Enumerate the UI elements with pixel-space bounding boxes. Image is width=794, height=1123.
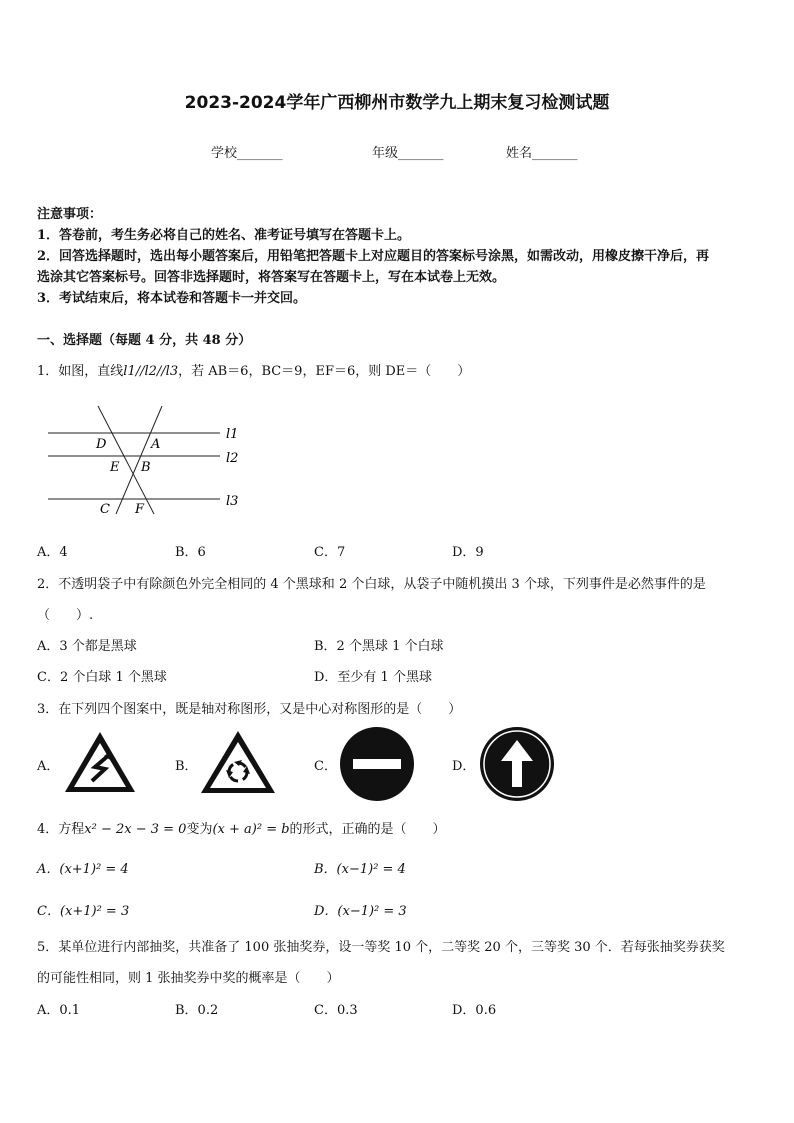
label-l1: l1	[226, 427, 239, 442]
zigzag-warning-sign-icon	[62, 729, 138, 795]
question-1-pre: 1．如图，直线	[37, 364, 124, 379]
q1-option-d: D．9	[452, 545, 484, 560]
question-3-stem: 3．在下列四个图案中，既是轴对称图形，又是中心对称图形的是（ ）	[37, 702, 462, 717]
question-5-line-2: 的可能性相同，则 1 张抽奖券中奖的概率是（ ）	[37, 971, 340, 986]
question-2-line-2: （ ）.	[37, 608, 94, 623]
q2-option-c: C．2 个白球 1 个黑球	[37, 670, 167, 685]
q1-option-c: C．7	[314, 545, 346, 560]
q1-option-b: B．6	[175, 545, 206, 560]
q4-option-c: C．(x+1)² = 3	[37, 904, 130, 919]
q4-option-a: A．(x+1)² = 4	[37, 862, 129, 877]
question-5-line-1: 5．某单位进行内部抽奖，共准备了 100 张抽奖券，设一等奖 10 个，二等奖 20 个，三等奖 30 个．若每张抽奖券获奖	[37, 940, 725, 955]
school-field: 学校_______	[211, 146, 283, 161]
q1-option-a: A．4	[37, 545, 68, 560]
q2-option-a: A．3 个都是黑球	[37, 639, 137, 654]
label-B: B	[141, 460, 151, 475]
q5-option-d: D．0.6	[452, 1003, 497, 1018]
name-field: 姓名_______	[506, 146, 578, 161]
question-4-mid: 变为	[186, 822, 213, 837]
straight-ahead-sign-icon	[478, 725, 556, 803]
question-1-post: ，若 AB＝6，BC＝9，EF＝6，则 DE＝（ ）	[178, 364, 471, 379]
q3-option-b-letter: B．	[175, 759, 198, 774]
question-1-stem	[37, 360, 470, 379]
q5-option-b: B．0.2	[175, 1003, 219, 1018]
q2-option-b: B．2 个黑球 1 个白球	[314, 639, 444, 654]
label-F: F	[135, 502, 145, 517]
q3-option-a-letter: A．	[37, 759, 60, 774]
label-l2: l2	[226, 451, 239, 466]
question-2-line-1: 2．不透明袋子中有除颜色外完全相同的 4 个黑球和 2 个白球，从袋子中随机摸出 3 个球，下列事件是必然事件的是	[37, 577, 706, 592]
question-4-stem	[37, 818, 446, 837]
notes-heading: 注意事项：	[37, 207, 103, 222]
grade-field: 年级_______	[372, 146, 444, 161]
section-heading: 一、选择题（每题 4 分，共 48 分）	[37, 333, 252, 348]
note-item: 选涂其它答案标号。回答非选择题时，将答案写在答题卡上，写在本试卷上无效。	[37, 270, 506, 285]
note-item: 1．答卷前，考生务必将自己的姓名、准考证号填写在答题卡上。	[37, 228, 411, 243]
label-D: D	[96, 437, 107, 452]
label-A: A	[151, 437, 161, 452]
transversal-2	[116, 406, 162, 514]
question-4-pre: 4．方程	[37, 822, 85, 837]
question-4-equation: x² − 2x − 3 = 0	[84, 822, 187, 837]
no-entry-sign-icon	[338, 725, 416, 803]
question-1-math: l1//l2//l3	[123, 364, 179, 379]
question-4-post: 的形式，正确的是（ ）	[289, 822, 446, 837]
q4-option-d: D．(x−1)² = 3	[314, 904, 407, 919]
page-title: 2023-2024学年广西柳州市数学九上期末复习检测试题	[184, 93, 610, 113]
label-C: C	[100, 502, 110, 517]
roundabout-warning-sign-icon	[198, 728, 278, 796]
q3-option-c-letter: C．	[314, 759, 337, 774]
q4-option-b: B．(x−1)² = 4	[314, 862, 406, 877]
label-E: E	[110, 460, 120, 475]
q3-option-d-letter: D．	[452, 759, 476, 774]
q2-option-d: D．至少有 1 个黑球	[314, 670, 432, 685]
note-item: 2．回答选择题时，选出每小题答案后，用铅笔把答题卡上对应题目的答案标号涂黑，如需改动，用橡皮擦干净后，再	[37, 249, 710, 264]
question-4-target-form: (x + a)² = b	[212, 822, 290, 837]
parallel-lines-figure	[40, 400, 250, 520]
label-l3: l3	[226, 494, 239, 509]
q5-option-a: A．0.1	[37, 1003, 81, 1018]
q5-option-c: C．0.3	[314, 1003, 358, 1018]
note-item: 3．考试结束后，将本试卷和答题卡一并交回。	[37, 291, 307, 306]
